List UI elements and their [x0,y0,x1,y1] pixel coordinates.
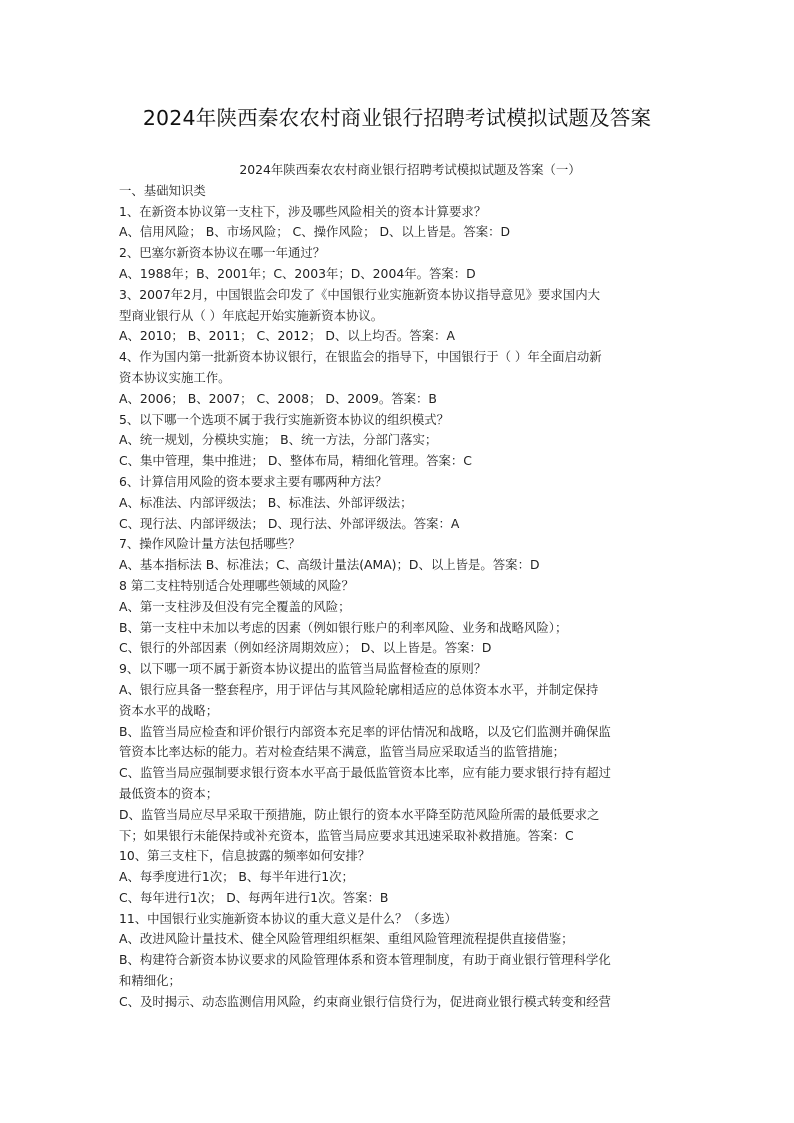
answer-line: C、集中管理，集中推进； D、整体布局，精细化管理。答案：C [119,453,472,469]
section-subtitle: 2024年陕西秦农农村商业银行招聘考试模拟试题及答案（一） [239,162,581,177]
answer-line: A、改进风险计量技术、健全风险管理组织框架、重组风险管理流程提供直接借鉴； [119,931,574,947]
answer-line: 最低资本的资本； [119,785,219,801]
question-line: 1、在新资本协议第一支柱下，涉及哪些风险相关的资本计算要求？ [119,203,487,219]
answer-line: A、1988年；B、2001年；C、2003年；D、2004年。答案：D [119,265,476,281]
answer-line: C、及时揭示、动态监测信用风险，约束商业银行信贷行为，促进商业银行模式转变和经营 [119,993,611,1009]
question-line: 3、2007年2月，中国银监会印发了《中国银行业实施新资本协议指导意见》要求国内大 [119,286,600,302]
answer-line: 下；如果银行未能保持或补充资本，监管当局应要求其迅速采取补救措施。答案：C [119,827,574,843]
answer-line: A、标准法、内部评级法； B、标准法、外部评级法； [119,494,413,510]
answer-line: 管资本比率达标的能力。若对检查结果不满意，监管当局应采取适当的监管措施； [119,744,566,760]
answer-line: A、统一规划，分模块实施； B、统一方法，分部门落实； [119,432,438,448]
question-line: 2、巴塞尔新资本协议在哪一年通过？ [119,245,326,261]
answer-line: D、监管当局应尽早采取干预措施，防止银行的资本水平降至防范风险所需的最低要求之 [119,806,600,822]
question-line: 9、以下哪一项不属于新资本协议提出的监管当局监督检查的原则？ [119,661,487,677]
document-body [119,160,679,1013]
answer-line: B、第一支柱中未加以考虑的因素（例如银行账户的利率风险、业务和战略风险）； [119,619,568,635]
answer-line: A、基本指标法 B、标准法；C、高级计量法(AMA)；D、以上皆是。答案：D [119,557,540,573]
page-title: 2024年陕西秦农农村商业银行招聘考试模拟试题及答案 [142,106,652,130]
section-heading: 一、基础知识类 [119,182,206,198]
question-line: 4、作为国内第一批新资本协议银行，在银监会的指导下，中国银行于（ ）年全面启动新 [119,349,602,365]
answer-line: C、现行法、内部评级法； D、现行法、外部评级法。答案：A [119,515,460,531]
question-line: 8 第二支柱特别适合处理哪些领域的风险？ [119,577,354,593]
answer-line: C、监管当局应强制要求银行资本水平高于最低监管资本比率，应有能力要求银行持有超过 [119,765,611,781]
answer-line: B、监管当局应检查和评价银行内部资本充足率的评估情况和战略，以及它们监测并确保监 [119,723,611,739]
answer-line: B、构建符合新资本协议要求的风险管理体系和资本管理制度，有助于商业银行管理科学化 [119,952,611,968]
answer-line: A、2006； B、2007； C、2008； D、2009。答案：B [119,390,437,406]
question-line: 6、计算信用风险的资本要求主要有哪两种方法？ [119,473,388,489]
answer-line: 和精细化； [119,973,181,989]
answer-line: A、2010； B、2011； C、2012； D、以上均否。答案：A [119,328,455,344]
answer-line: C、银行的外部因素（例如经济周期效应）； D、以上皆是。答案：D [119,640,492,656]
question-line: 资本协议实施工作。 [119,369,231,385]
answer-line: A、银行应具备一整套程序，用于评估与其风险轮廓相适应的总体资本水平，并制定保持 [119,681,599,697]
question-line: 11、中国银行业实施新资本协议的重大意义是什么？（多选） [119,910,457,926]
question-line: 5、以下哪一个选项不属于我行实施新资本协议的组织模式？ [119,411,450,427]
answer-line: A、信用风险； B、市场风险； C、操作风险； D、以上皆是。答案：D [119,224,511,240]
question-line: 7、操作风险计量方法包括哪些？ [119,536,301,552]
question-line: 10、第三支柱下，信息披露的频率如何安排？ [119,848,371,864]
question-line: 型商业银行从（ ）年底起开始实施新资本协议。 [119,307,384,323]
answer-line: A、第一支柱涉及但没有完全覆盖的风险； [119,598,351,614]
answer-line: A、每季度进行1次； B、每半年进行1次； [119,869,354,885]
answer-line: C、每年进行1次； D、每两年进行1次。答案：B [119,889,389,905]
answer-line: 资本水平的战略； [119,702,219,718]
